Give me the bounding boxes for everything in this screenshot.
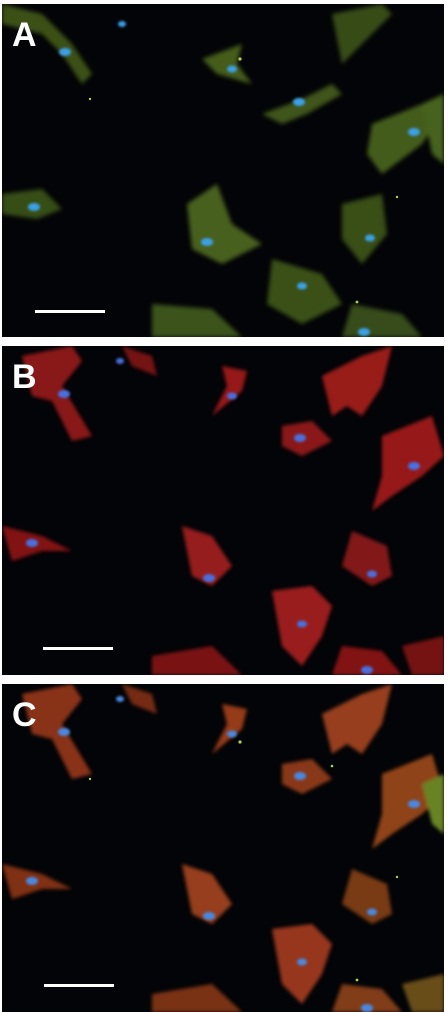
scale-bar-c [44,984,114,987]
micrograph-image-c [2,684,444,1012]
panel-label-c: C [12,696,37,734]
panel-label-b: B [12,358,37,396]
panel-label-a: A [12,16,37,54]
micrograph-panel-b [2,346,444,675]
micrograph-panel-c [2,684,444,1012]
micrograph-image-a [2,4,444,337]
micrograph-image-b [2,346,444,675]
scale-bar-a [35,310,105,313]
micrograph-panel-a [2,4,444,337]
scale-bar-b [43,647,113,650]
